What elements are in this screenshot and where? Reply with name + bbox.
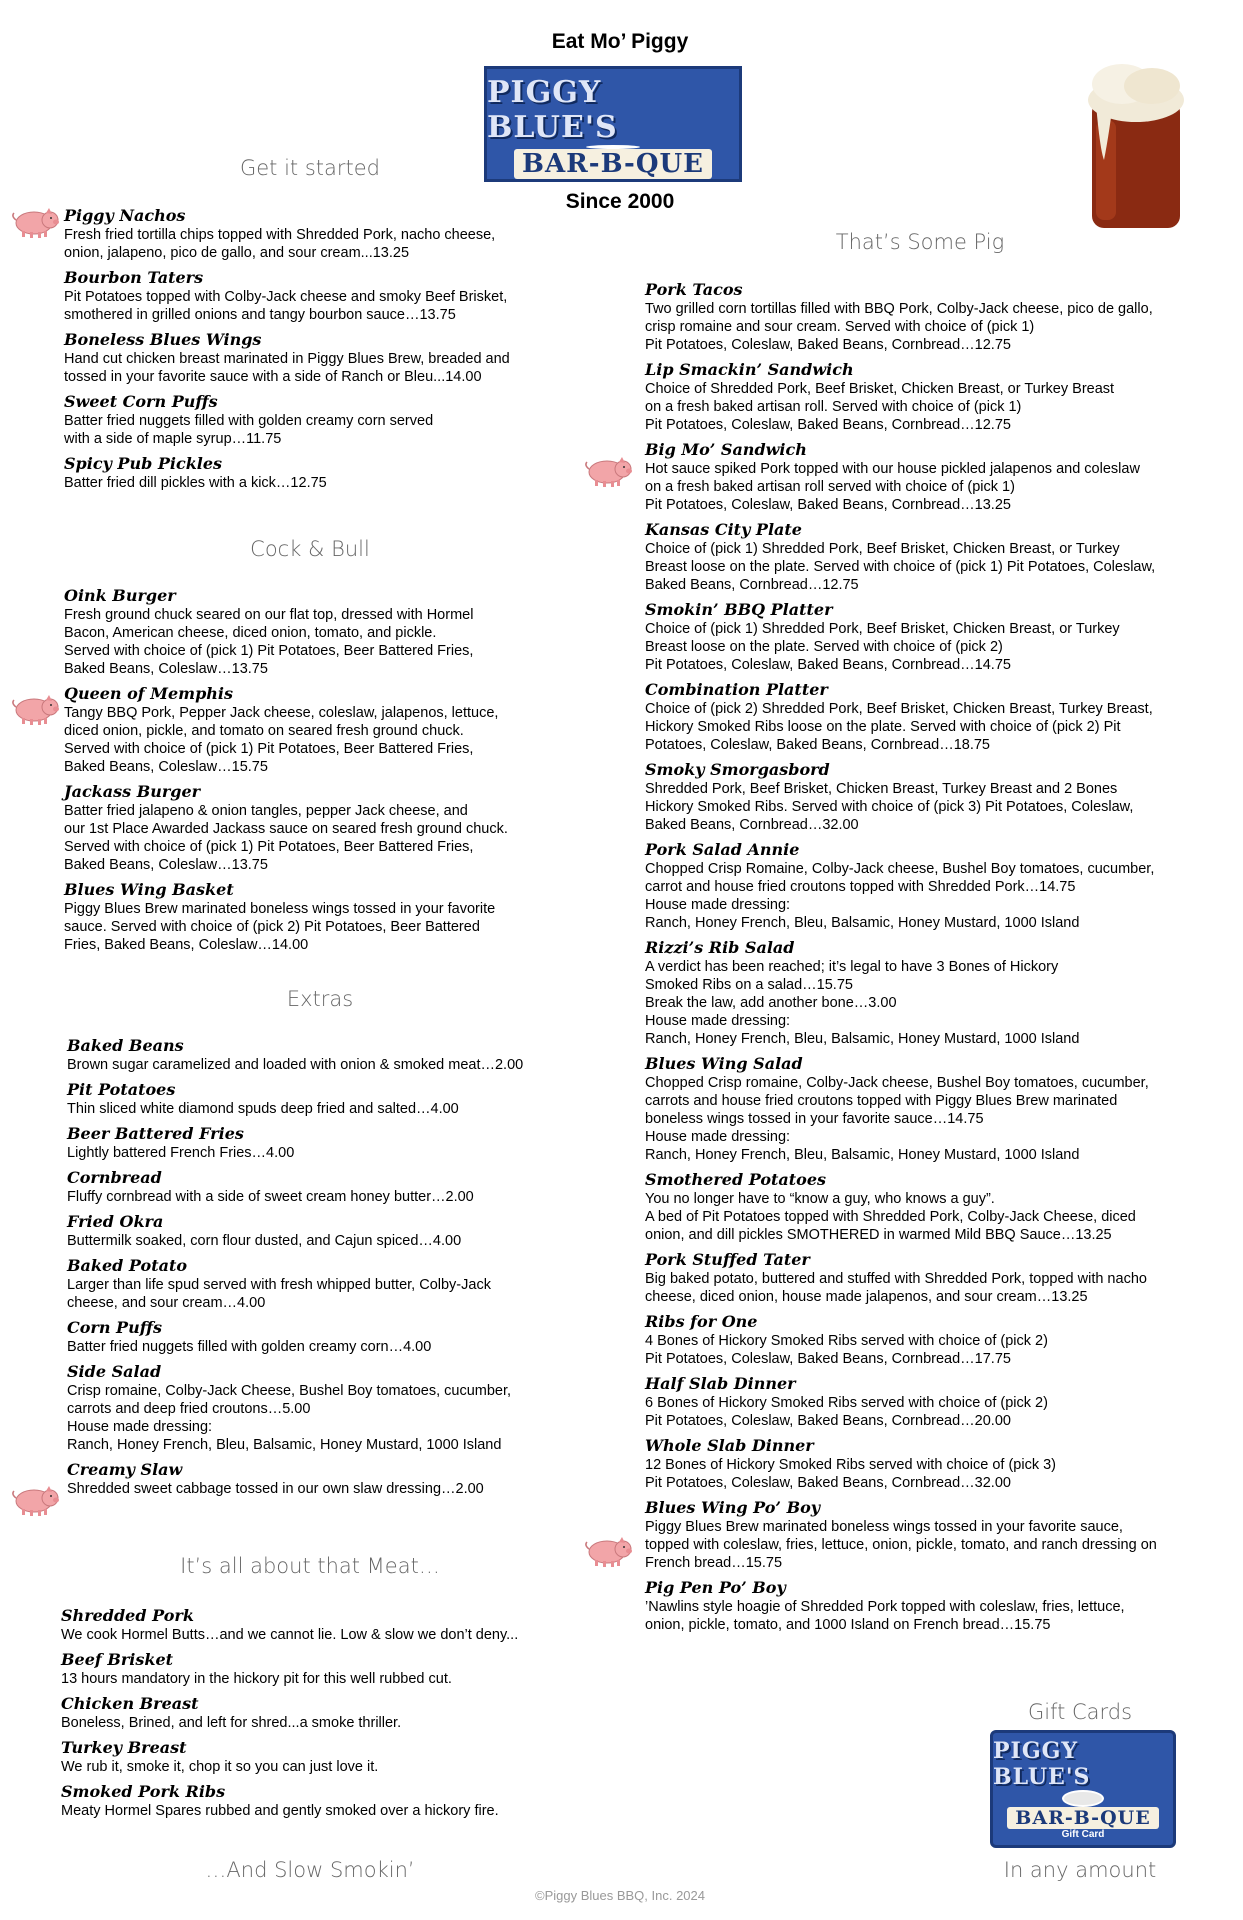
menu-item: [645, 440, 1205, 514]
menu-item-description: Choice of (pick 2) Shredded Pork, Beef Brisket, Chicken Breast, Turkey Breast, Hickory Smoked Ribs loose on the plate. Served with choice of (pick 2) Pit Potatoes, Coleslaw, Baked Beans, Cornbread…18.75: [645, 701, 1153, 753]
menu-item-name: Blues Wing Po’ Boy: [645, 1498, 821, 1517]
menu-item-name: Blues Wing Salad: [645, 1054, 803, 1073]
section-heading-pig: That’s Some Pig: [835, 230, 1005, 254]
menu-item-name: Pit Potatoes: [67, 1080, 176, 1099]
menu-item-name: Oink Burger: [64, 586, 176, 605]
menu-item-description: Hot sauce spiked Pork topped with our house pickled jalapenos and coleslaw on a fresh baked artisan roll served with choice of (pick 1) Pit Potatoes, Coleslaw, Baked Beans, Cornbread…13.25: [645, 461, 1140, 513]
menu-item-name: Baked Beans: [67, 1036, 184, 1055]
gift-logo-text-top: PIGGY BLUE'S: [993, 1738, 1091, 1790]
menu-item: [64, 330, 564, 386]
gift-cards-subtitle: In any amount: [1003, 1858, 1157, 1882]
menu-item-description: ’Nawlins style hoagie of Shredded Pork topped with coleslaw, fries, lettuce, onion, pickle, tomato, and 1000 Island on French bread…15.75: [645, 1599, 1125, 1633]
menu-item-name: Smoked Pork Ribs: [61, 1782, 226, 1801]
menu-item: [645, 760, 1205, 834]
menu-item: [645, 938, 1205, 1048]
menu-item-name: Baked Potato: [67, 1256, 188, 1275]
menu-item-name: Spicy Pub Pickles: [64, 454, 223, 473]
menu-item: [645, 1170, 1205, 1244]
menu-item: [645, 280, 1205, 354]
menu-item-description: 6 Bones of Hickory Smoked Ribs served with choice of (pick 2) Pit Potatoes, Coleslaw, Baked Beans, Cornbread…20.00: [645, 1395, 1048, 1429]
gift-card-image: [990, 1730, 1176, 1848]
menu-item-name: Ribs for One: [645, 1312, 758, 1331]
menu-item-description: Choice of (pick 1) Shredded Pork, Beef Brisket, Chicken Breast, or Turkey Breast loose on the plate. Served with choice of (pick 1) Pit Potatoes, Coleslaw, Baked Beans, Cornbread…12.75: [645, 541, 1156, 593]
menu-item: [61, 1782, 581, 1820]
menu-item: [67, 1212, 577, 1250]
started-list: [64, 200, 564, 492]
menu-item-name: Chicken Breast: [61, 1694, 199, 1713]
menu-item-description: Batter fried nuggets filled with golden creamy corn…4.00: [67, 1339, 432, 1355]
menu-item: [645, 840, 1205, 932]
menu-item-description: 13 hours mandatory in the hickory pit for this well rubbed cut.: [61, 1671, 452, 1687]
menu-item-name: Smokin’ BBQ Platter: [645, 600, 833, 619]
menu-item-description: Choice of Shredded Pork, Beef Brisket, Chicken Breast, or Turkey Breast on a fresh baked artisan roll. Served with choice of (pick 1) Pit Potatoes, Coleslaw, Baked Beans, Cornbread…12.75: [645, 381, 1115, 433]
section-heading-cockbull: Cock & Bull: [250, 537, 370, 561]
menu-item-description: Lightly battered French Fries…4.00: [67, 1145, 295, 1161]
menu-item: [64, 586, 564, 678]
menu-item: [64, 454, 564, 492]
menu-item-name: Smothered Potatoes: [645, 1170, 827, 1189]
menu-item-name: Pork Stuffed Tater: [645, 1250, 810, 1269]
menu-item: [645, 520, 1205, 594]
menu-item: [645, 360, 1205, 434]
menu-item: [645, 1498, 1205, 1572]
menu-item: [64, 268, 564, 324]
menu-item: [67, 1036, 577, 1074]
menu-item-description: Shredded sweet cabbage tossed in our own slaw dressing…2.00: [67, 1481, 484, 1497]
menu-item: [67, 1124, 577, 1162]
menu-item-name: Bourbon Taters: [64, 268, 204, 287]
menu-item-name: Kansas City Plate: [645, 520, 802, 539]
menu-item-description: Brown sugar caramelized and loaded with onion & smoked meat…2.00: [67, 1057, 524, 1073]
meat-list: [61, 1600, 581, 1820]
gift-card-label: Gift Card: [1061, 1829, 1105, 1840]
pig-icon: [10, 693, 60, 725]
menu-item-description: Batter fried jalapeno & onion tangles, pepper Jack cheese, and our 1st Place Awarded Jackass sauce on seared fresh ground chuck. Served with choice of (pick 1) Pit Potatoes, Beer Battered Fries, Baked Beans, Coleslaw…13.75: [64, 803, 508, 873]
menu-item-name: Turkey Breast: [61, 1738, 187, 1757]
menu-item: [61, 1738, 581, 1776]
menu-item-description: Hand cut chicken breast marinated in Piggy Blues Brew, breaded and tossed in your favorite sauce with a side of Ranch or Bleu...14.00: [64, 351, 510, 385]
menu-item-description: We cook Hormel Butts…and we cannot lie. Low & slow we don’t deny...: [61, 1627, 519, 1643]
menu-item-name: Blues Wing Basket: [64, 880, 234, 899]
menu-item: [64, 782, 564, 874]
menu-item-name: Sweet Corn Puffs: [64, 392, 218, 411]
menu-item-name: Cornbread: [67, 1168, 162, 1187]
section-heading-meat: It’s all about that Meat…: [180, 1554, 440, 1578]
restaurant-logo: [484, 66, 742, 182]
since-label: Since 2000: [565, 190, 675, 213]
section-heading-extras: Extras: [286, 987, 354, 1011]
menu-item-name: Big Mo’ Sandwich: [645, 440, 807, 459]
menu-item-description: You no longer have to “know a guy, who knows a guy”. A bed of Pit Potatoes topped with Shredded Pork, Colby-Jack Cheese, diced onion, and dill pickles SMOTHERED in warmed Mild BBQ Sauce…13.25: [645, 1191, 1136, 1243]
menu-item-description: Choice of (pick 1) Shredded Pork, Beef Brisket, Chicken Breast, or Turkey Breast loose on the plate. Served with choice of (pick 2) Pit Potatoes, Coleslaw, Baked Beans, Cornbread…14.75: [645, 621, 1120, 673]
pig-list: [645, 274, 1205, 1634]
menu-item: [645, 1312, 1205, 1368]
menu-item-description: Fresh ground chuck seared on our flat top, dressed with Hormel Bacon, American cheese, diced onion, tomato, and pickle. Served with choice of (pick 1) Pit Potatoes, Beer Battered Fries, Baked Beans, Coleslaw…13.75: [64, 607, 474, 677]
menu-item: [645, 1578, 1205, 1634]
menu-item-description: Thin sliced white diamond spuds deep fried and salted…4.00: [67, 1101, 459, 1117]
menu-item-description: Chopped Crisp Romaine, Colby-Jack cheese, Bushel Boy tomatoes, cucumber, carrot and house fried croutons topped with Shredded Pork…14.75 House made dressing: Ranch, Honey French, Bleu, Balsamic, Honey Mustard, 1000 Island: [645, 861, 1155, 931]
menu-item-name: Pig Pen Po’ Boy: [645, 1578, 786, 1597]
menu-item-description: Piggy Blues Brew marinated boneless wings tossed in your favorite sauce, topped with coleslaw, fries, lettuce, onion, pickle, tomato, and ranch dressing on French bread…15.75: [645, 1519, 1157, 1571]
menu-item-description: Big baked potato, buttered and stuffed with Shredded Pork, topped with nacho cheese, diced onion, house made jalapenos, and sour cream…13.25: [645, 1271, 1147, 1305]
gift-cards-heading: Gift Cards: [1027, 1700, 1133, 1724]
menu-item-name: Side Salad: [67, 1362, 162, 1381]
menu-item-name: Pork Salad Annie: [645, 840, 800, 859]
menu-item-description: 4 Bones of Hickory Smoked Ribs served with choice of (pick 2) Pit Potatoes, Coleslaw, Baked Beans, Cornbread…17.75: [645, 1333, 1048, 1367]
menu-item-description: A verdict has been reached; it’s legal to have 3 Bones of Hickory Smoked Ribs on a salad…15.75 Break the law, add another bone…3.00 House made dressing: Ranch, Honey French, Bleu, Balsamic, Honey Mustard, 1000 Island: [645, 959, 1080, 1047]
menu-item-description: Two grilled corn tortillas filled with BBQ Pork, Colby-Jack cheese, pico de gallo, crisp romaine and sour cream. Served with choice of (pick 1) Pit Potatoes, Coleslaw, Baked Beans, Cornbread…12.75: [645, 301, 1153, 353]
menu-item-name: Smoky Smorgasbord: [645, 760, 830, 779]
logo-text-top: PIGGY BLUE'S: [487, 75, 618, 145]
menu-item: [67, 1080, 577, 1118]
menu-item-description: Shredded Pork, Beef Brisket, Chicken Breast, Turkey Breast and 2 Bones Hickory Smoked Ribs. Served with choice of (pick 3) Pit Potatoes, Coleslaw, Baked Beans, Cornbread…32.00: [645, 781, 1134, 833]
menu-item-description: Larger than life spud served with fresh whipped butter, Colby-Jack cheese, and sour cream…4.00: [67, 1277, 491, 1311]
menu-item-description: Pit Potatoes topped with Colby-Jack cheese and smoky Beef Brisket, smothered in grilled onions and tangy bourbon sauce…13.75: [64, 289, 508, 323]
menu-item-description: Piggy Blues Brew marinated boneless wings tossed in your favorite sauce. Served with choice of (pick 2) Pit Potatoes, Beer Battered Fries, Baked Beans, Coleslaw…14.00: [64, 901, 496, 953]
menu-item-description: Fresh fried tortilla chips topped with Shredded Pork, nacho cheese, onion, jalapeno, pico de gallo, and sour cream...13.25: [64, 227, 496, 261]
menu-item: [64, 206, 564, 262]
menu-item-description: 12 Bones of Hickory Smoked Ribs served with choice of (pick 3) Pit Potatoes, Coleslaw, Baked Beans, Cornbread…32.00: [645, 1457, 1057, 1491]
menu-item: [67, 1256, 577, 1312]
menu-item-name: Shredded Pork: [61, 1606, 194, 1625]
menu-item: [64, 684, 564, 776]
menu-item-name: Rizzi’s Rib Salad: [645, 938, 795, 957]
extras-list: [67, 1030, 577, 1498]
menu-item-name: Whole Slab Dinner: [645, 1436, 814, 1455]
menu-item: [64, 392, 564, 448]
menu-item-name: Jackass Burger: [64, 782, 201, 801]
pig-icon: [583, 455, 633, 487]
menu-item-name: Lip Smackin’ Sandwich: [645, 360, 854, 379]
menu-item: [645, 1374, 1205, 1430]
menu-item: [67, 1362, 577, 1454]
section-heading-started: Get it started: [239, 156, 380, 180]
menu-item: [645, 600, 1205, 674]
gift-pig-mascot-icon: [1062, 1790, 1104, 1807]
menu-item-name: Half Slab Dinner: [645, 1374, 796, 1393]
menu-item-name: Pork Tacos: [645, 280, 743, 299]
menu-item-name: Piggy Nachos: [64, 206, 186, 225]
menu-item-description: Crisp romaine, Colby-Jack Cheese, Bushel Boy tomatoes, cucumber, carrots and deep fried croutons…5.00 House made dressing: Ranch, Honey French, Bleu, Balsamic, Honey Mustard, 1000 Island: [67, 1383, 512, 1453]
beer-mug-icon: [1082, 60, 1190, 232]
menu-item-description: Fluffy cornbread with a side of sweet cream honey butter…2.00: [67, 1189, 474, 1205]
menu-item-name: Boneless Blues Wings: [64, 330, 262, 349]
gift-logo-text-bottom: BAR-B-QUE: [1007, 1807, 1158, 1829]
pig-icon: [10, 206, 60, 238]
menu-title: Eat Mo’ Piggy: [551, 30, 689, 53]
copyright: ©Piggy Blues BBQ, Inc. 2024: [534, 1888, 705, 1903]
pig-icon: [10, 1484, 60, 1516]
menu-item: [645, 1250, 1205, 1306]
menu-item: [67, 1460, 577, 1498]
menu-item-description: Batter fried dill pickles with a kick…12.75: [64, 475, 327, 491]
menu-item-description: Tangy BBQ Pork, Pepper Jack cheese, coleslaw, jalapenos, lettuce, diced onion, pickle, and tomato on seared fresh ground chuck. Served with choice of (pick 1) Pit Potatoes, Beer Battered Fries, Baked Beans, Coleslaw…15.75: [64, 705, 499, 775]
menu-item-name: Fried Okra: [67, 1212, 164, 1231]
menu-item-description: Buttermilk soaked, corn flour dusted, and Cajun spiced…4.00: [67, 1233, 462, 1249]
menu-item: [61, 1694, 581, 1732]
logo-text-bottom: BAR-B-QUE: [514, 149, 712, 179]
menu-item: [61, 1606, 581, 1644]
menu-item: [67, 1318, 577, 1356]
menu-item: [645, 680, 1205, 754]
menu-item-description: Chopped Crisp romaine, Colby-Jack cheese, Bushel Boy tomatoes, cucumber, carrots and house fried croutons topped with Piggy Blues Brew marinated boneless wings tossed in your favorite sauce…14.75 House made dressing: Ranch, Honey French, Bleu, Balsamic, Honey Mustard, 1000 Island: [645, 1075, 1149, 1163]
menu-item-description: Meaty Hormel Spares rubbed and gently smoked over a hickory fire.: [61, 1803, 499, 1819]
menu-item-name: Beef Brisket: [61, 1650, 174, 1669]
menu-item-name: Queen of Memphis: [64, 684, 233, 703]
menu-item-description: We rub it, smoke it, chop it so you can just love it.: [61, 1759, 379, 1775]
menu-item-description: Boneless, Brined, and left for shred...a smoke thriller.: [61, 1715, 402, 1731]
menu-item: [64, 880, 564, 954]
menu-item: [645, 1054, 1205, 1164]
menu-item: [67, 1168, 577, 1206]
menu-item-name: Combination Platter: [645, 680, 828, 699]
menu-item-name: Corn Puffs: [67, 1318, 162, 1337]
menu-item-description: Batter fried nuggets filled with golden creamy corn served with a side of maple syrup…11.75: [64, 413, 434, 447]
cockbull-list: [64, 580, 564, 954]
menu-item-name: Beer Battered Fries: [67, 1124, 244, 1143]
pig-icon: [583, 1535, 633, 1567]
menu-item-name: Creamy Slaw: [67, 1460, 183, 1479]
section-heading-slow: …And Slow Smokin’: [205, 1858, 415, 1882]
menu-item: [645, 1436, 1205, 1492]
menu-item: [61, 1650, 581, 1688]
